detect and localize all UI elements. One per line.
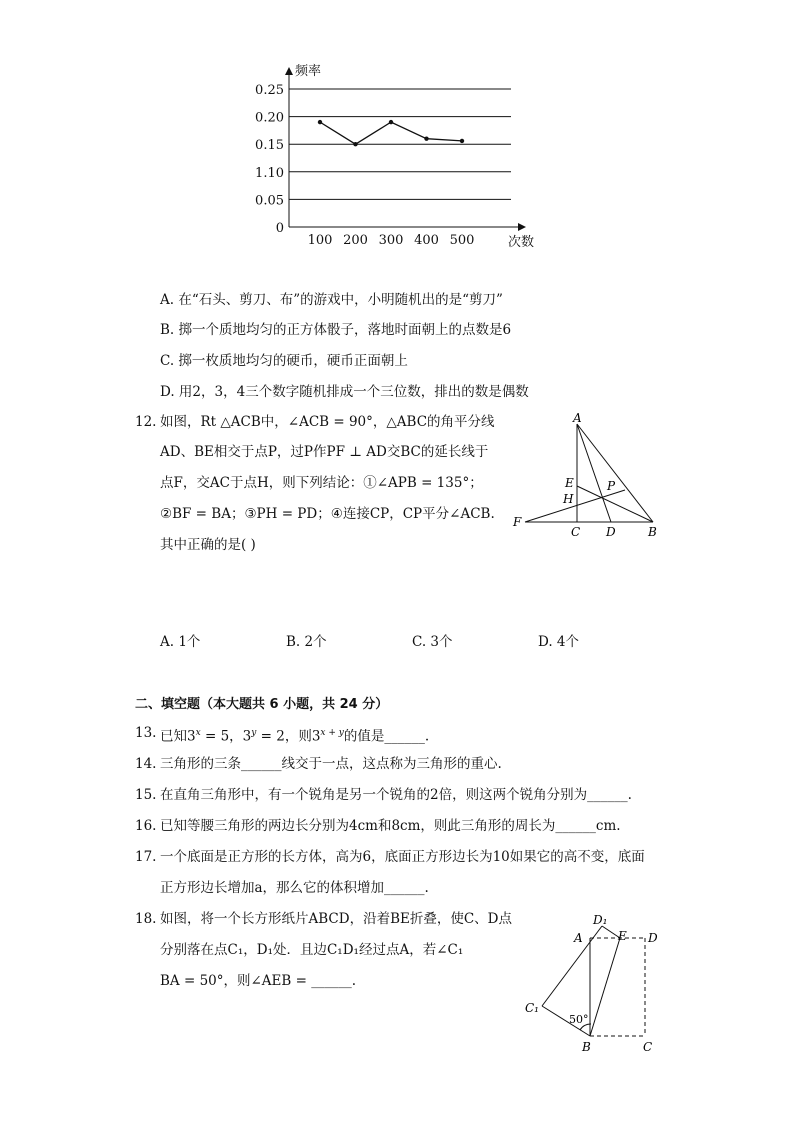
label-b: B [648,525,657,539]
label-c: C [571,525,581,539]
q13-text [160,724,429,746]
q12-text-line3: 点F，交AC于点H，则下列结论：①∠APB = 135°； [160,475,483,491]
q12-option-d: D. 4个 [538,634,580,650]
y-axis-arrow [285,67,293,75]
frequency-line-chart [250,55,550,255]
segment-be [590,938,620,1036]
question-number: 14. [135,756,157,772]
q12-text-line1: 如图，Rt △ACB中，∠ACB = 90°，△ABC的角平分线 [160,414,495,430]
q18-text-line3: BA = 50°，则∠AEB = ______. [160,973,357,989]
label-d1: D₁ [593,913,608,927]
y-tick-label: 0.15 [255,138,284,154]
q17-text-line1: 一个底面是正方形的长方体，高为6，底面正方形边长为10如果它的高不变，底面 [160,849,645,865]
x-axis-label: 次数 [508,235,535,250]
series-line [320,122,462,144]
q12-option-a: A. 1个 [160,634,201,650]
q16-text: 已知等腰三角形的两边长分别为4cm和8cm，则此三角形的周长为______cm. [160,818,621,834]
y-tick-label: 0.25 [255,83,284,98]
label-c: C [643,1040,653,1054]
q18-fold-figure [520,908,670,1058]
question-number: 13. [135,725,157,741]
label-b: B [582,1040,591,1054]
data-point [460,139,464,143]
data-point [424,136,428,140]
x-tick-label: 400 [414,233,439,248]
segment-ab [577,424,653,522]
q13-mid: = 5，3 [200,728,252,745]
x-tick-label: 300 [378,233,404,248]
q12-option-b: B. 2个 [286,634,327,650]
x-tick-label: 200 [343,233,368,248]
label-f: F [513,515,522,529]
q11-option-c: C. 掷一枚质地均匀的硬币，硬币正面朝上 [160,353,408,369]
q18-text-line1: 如图，将一个长方形纸片ABCD，沿着BE折叠，使C、D点 [160,911,513,927]
x-tick-label: 100 [307,233,333,248]
y-tick-label: 1.10 [255,165,284,181]
question-number: 16. [135,818,157,834]
y-tick-label: 0.20 [255,110,284,126]
section-heading: 二、填空题（本大题共 6 小题，共 24 分） [135,697,389,712]
q12-text-line4: ②BF = BA；③PH = PD；④连接CP，CP平分∠ACB. [160,506,495,522]
q14-text: 三角形的三条______线交于一点，这点称为三角形的重心. [160,756,502,772]
label-e: E [618,929,627,943]
x-axis-arrow [518,223,526,231]
data-point [389,120,393,124]
y-tick-label: 0.05 [255,193,284,209]
x-tick-label: 500 [449,233,475,248]
q13-pre: 已知3 [160,728,196,745]
segment-fp [525,490,625,522]
data-point [353,142,357,146]
label-e: E [565,476,574,490]
q12-triangle-figure [505,410,675,545]
q12-option-c: C. 3个 [412,634,453,650]
label-angle: 50° [569,1013,589,1026]
y-axis-label: 频率 [295,64,322,79]
label-a: A [573,411,582,425]
q13-mid2: = 2，则3 [256,728,321,745]
label-d: D [648,931,658,945]
data-point [318,120,322,124]
q11-option-a: A. 在“石头、剪刀、布”的游戏中，小明随机出的是“剪刀” [160,292,503,308]
q12-text-line2: AD、BE相交于点P，过P作PF ⊥ AD交BC的延长线于 [160,444,489,460]
q17-text-line2: 正方形边长增加a，那么它的体积增加______. [160,880,429,896]
label-p: P [607,479,616,493]
q13-post: 的值是______. [343,728,430,745]
label-a: A [574,931,583,945]
q12-text-line5: 其中正确的是( ) [160,537,256,553]
q11-option-b: B. 掷一个质地均匀的正方体骰子，落地时面朝上的点数是6 [160,322,512,338]
y-tick-label: 0 [275,221,284,236]
question-number: 17. [135,849,157,865]
label-c1: C₁ [525,1001,539,1015]
label-h: H [563,492,574,506]
q15-text: 在直角三角形中，有一个锐角是另一个锐角的2倍，则这两个锐角分别为______. [160,787,632,803]
q13-exp-x: x [195,728,201,738]
q18-text-line2: 分别落在点C₁，D₁处．且边C₁D₁经过点A，若∠C₁ [160,942,464,958]
question-number: 15. [135,787,157,803]
q13-exp-y: y [251,728,257,738]
label-d: D [606,525,616,539]
question-number: 18. [135,911,157,927]
question-number: 12. [135,414,157,430]
segment-ad [577,424,611,522]
q11-option-d: D. 用2，3，4三个数字随机排成一个三位数，排出的数是偶数 [160,384,529,400]
segment-c1d1 [542,926,602,1006]
q13-exp-xy: x + y [320,728,344,738]
